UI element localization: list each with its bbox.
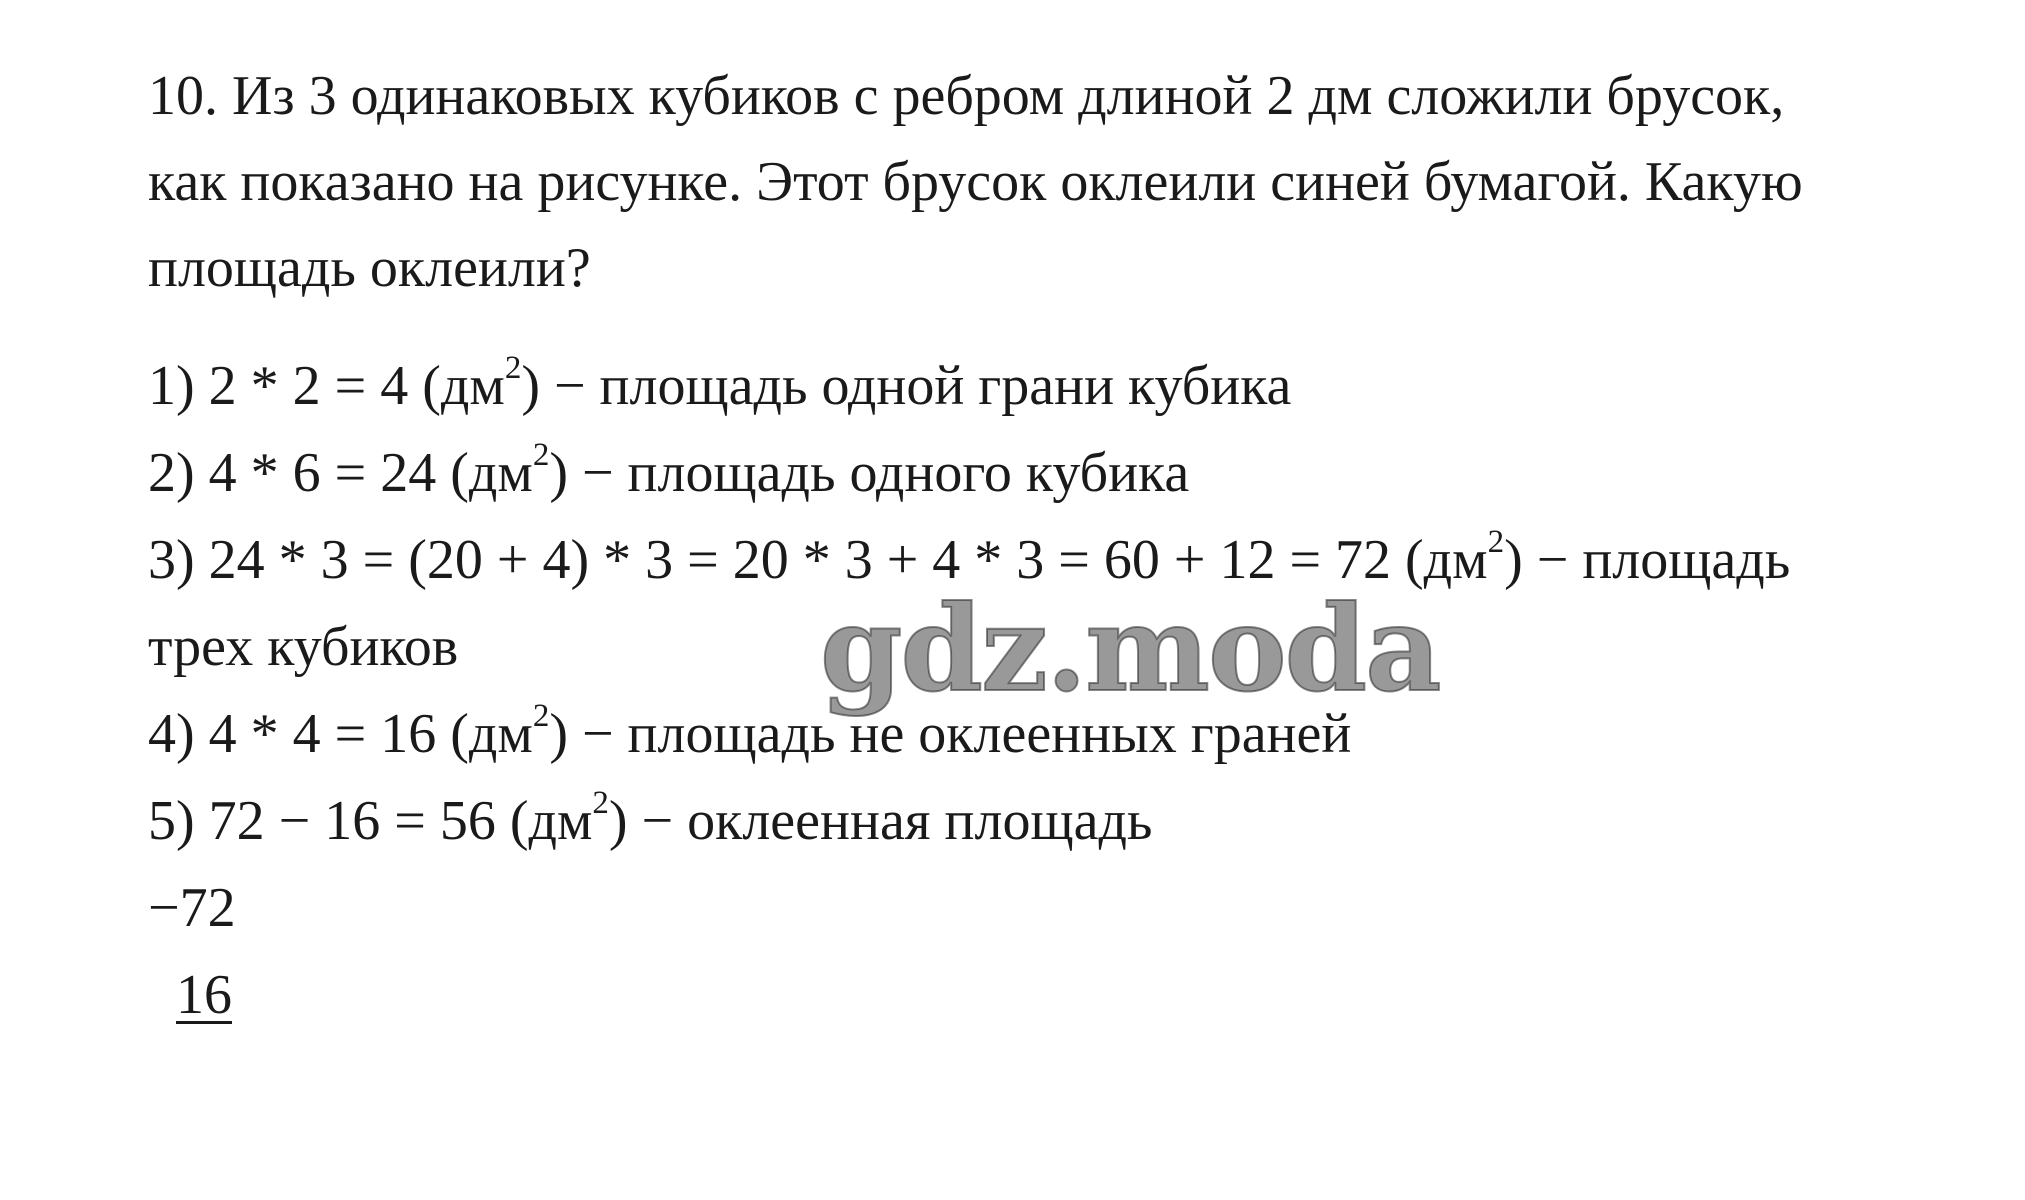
unit: дм	[468, 703, 533, 765]
unit: дм	[1423, 529, 1488, 591]
solution-step-5	[148, 785, 1153, 852]
step-1-prefix: 1) 2 * 2 = 4 (	[148, 355, 441, 417]
step-5-prefix: 5) 72 − 16 = 56 (	[148, 790, 529, 852]
step-4-prefix: 4) 4 * 4 = 16 (	[148, 703, 469, 765]
step-1-suffix: ) − площадь одной грани кубика	[521, 355, 1292, 417]
problem-line-1: 10. Из 3 одинаковых кубиков с ребром длиной 2 дм сложили брусок,	[148, 65, 1785, 127]
step-2-prefix: 2) 4 * 6 = 24 (	[148, 442, 469, 504]
step-5-suffix: ) − оклеенная площадь	[608, 790, 1153, 852]
exponent: 2	[532, 698, 550, 734]
column-minuend: −72	[148, 877, 236, 939]
exponent: 2	[504, 350, 522, 386]
watermark-logo: gdz.moda	[820, 579, 1440, 718]
unit: дм	[468, 442, 533, 504]
solution-step-3-continuation: трех кубиков	[148, 616, 459, 678]
unit: дм	[528, 790, 593, 852]
solution-step-3	[148, 524, 1791, 591]
unit: дм	[440, 355, 505, 417]
step-2-suffix: ) − площадь одного кубика	[549, 442, 1190, 504]
step-4-suffix: ) − площадь не оклеенных граней	[549, 703, 1352, 765]
solution-step-2	[148, 437, 1190, 504]
problem-line-3: площадь оклеили?	[148, 237, 591, 299]
step-3-prefix: 3) 24 * 3 = (20 + 4) * 3 = 20 * 3 + 4 * 3 = 60 + 12 = 72 (	[148, 529, 1424, 591]
problem-line-2: как показано на рисунке. Этот брусок оклеили синей бумагой. Какую	[148, 151, 1803, 213]
solution-step-4	[148, 698, 1352, 765]
solution-step-1	[148, 350, 1292, 417]
step-3-suffix: ) − площадь	[1504, 529, 1791, 591]
exponent: 2	[532, 437, 550, 473]
column-subtrahend: 16	[176, 964, 232, 1026]
exponent: 2	[592, 785, 609, 821]
exponent: 2	[1487, 524, 1505, 560]
